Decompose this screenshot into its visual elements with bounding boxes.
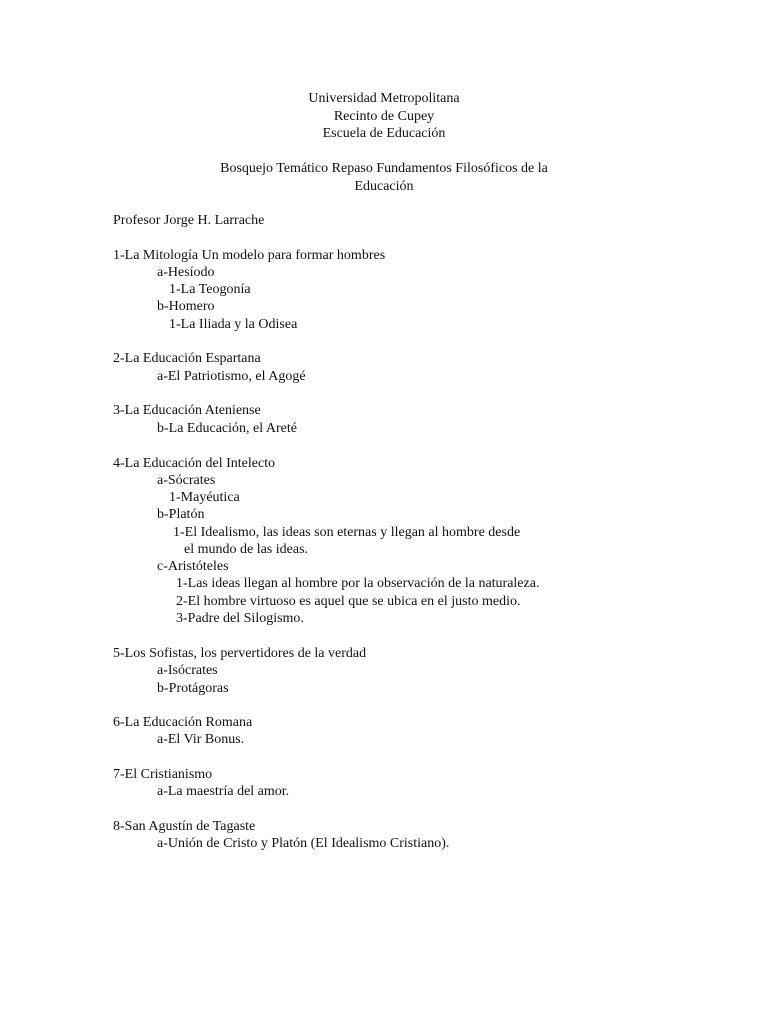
list-item: 3-Padre del Silogismo. bbox=[176, 611, 304, 626]
section-heading-8: 8-San Agustín de Tagaste bbox=[113, 819, 256, 834]
section-heading-5: 5-Los Sofistas, los pervertidores de la verdad bbox=[113, 646, 367, 661]
section-heading-2: 2-La Educación Espartana bbox=[113, 351, 261, 366]
list-item: c-Aristóteles bbox=[157, 559, 229, 574]
list-item: 1-El Idealismo, las ideas son eternas y llegan al hombre desde bbox=[173, 525, 521, 540]
list-item-continuation: el mundo de las ideas. bbox=[184, 542, 309, 557]
campus-name: Recinto de Cupey bbox=[333, 109, 435, 124]
list-item: b-La Educación, el Areté bbox=[157, 421, 297, 436]
list-item: b-Homero bbox=[157, 299, 215, 314]
university-name: Universidad Metropolitana bbox=[308, 91, 460, 106]
list-item: 1-La Teogonía bbox=[169, 282, 251, 297]
list-item: b-Platón bbox=[157, 507, 205, 522]
list-item: a-El Vir Bonus. bbox=[157, 732, 245, 747]
section-heading-7: 7-El Cristianismo bbox=[113, 767, 213, 782]
section-heading-1: 1-La Mitología Un modelo para formar hombres bbox=[113, 248, 386, 263]
list-item: a-Unión de Cristo y Platón (El Idealismo Cristiano). bbox=[157, 836, 450, 851]
list-item: a-Isócrates bbox=[157, 663, 218, 678]
section-heading-4: 4-La Educación del Intelecto bbox=[113, 456, 276, 471]
list-item: 1-Mayéutica bbox=[169, 490, 240, 505]
document-title-line-1: Bosquejo Temático Repaso Fundamentos Filosóficos de la bbox=[220, 161, 548, 176]
list-item: 1-La Iliada y la Odisea bbox=[169, 317, 298, 332]
list-item: b-Protágoras bbox=[157, 681, 229, 696]
section-heading-6: 6-La Educación Romana bbox=[113, 715, 253, 730]
professor-name: Profesor Jorge H. Larrache bbox=[113, 213, 265, 228]
list-item: a-El Patriotismo, el Agogé bbox=[157, 369, 306, 384]
list-item: 1-Las ideas llegan al hombre por la observación de la naturaleza. bbox=[176, 576, 540, 591]
list-item: a-Hesíodo bbox=[157, 265, 215, 280]
list-item: a-Sócrates bbox=[157, 473, 216, 488]
section-heading-3: 3-La Educación Ateniense bbox=[113, 403, 261, 418]
document-title-line-2: Educación bbox=[354, 179, 414, 194]
list-item: a-La maestría del amor. bbox=[157, 784, 290, 799]
school-name: Escuela de Educación bbox=[322, 126, 446, 141]
list-item: 2-El hombre virtuoso es aquel que se ubica en el justo medio. bbox=[176, 594, 521, 609]
